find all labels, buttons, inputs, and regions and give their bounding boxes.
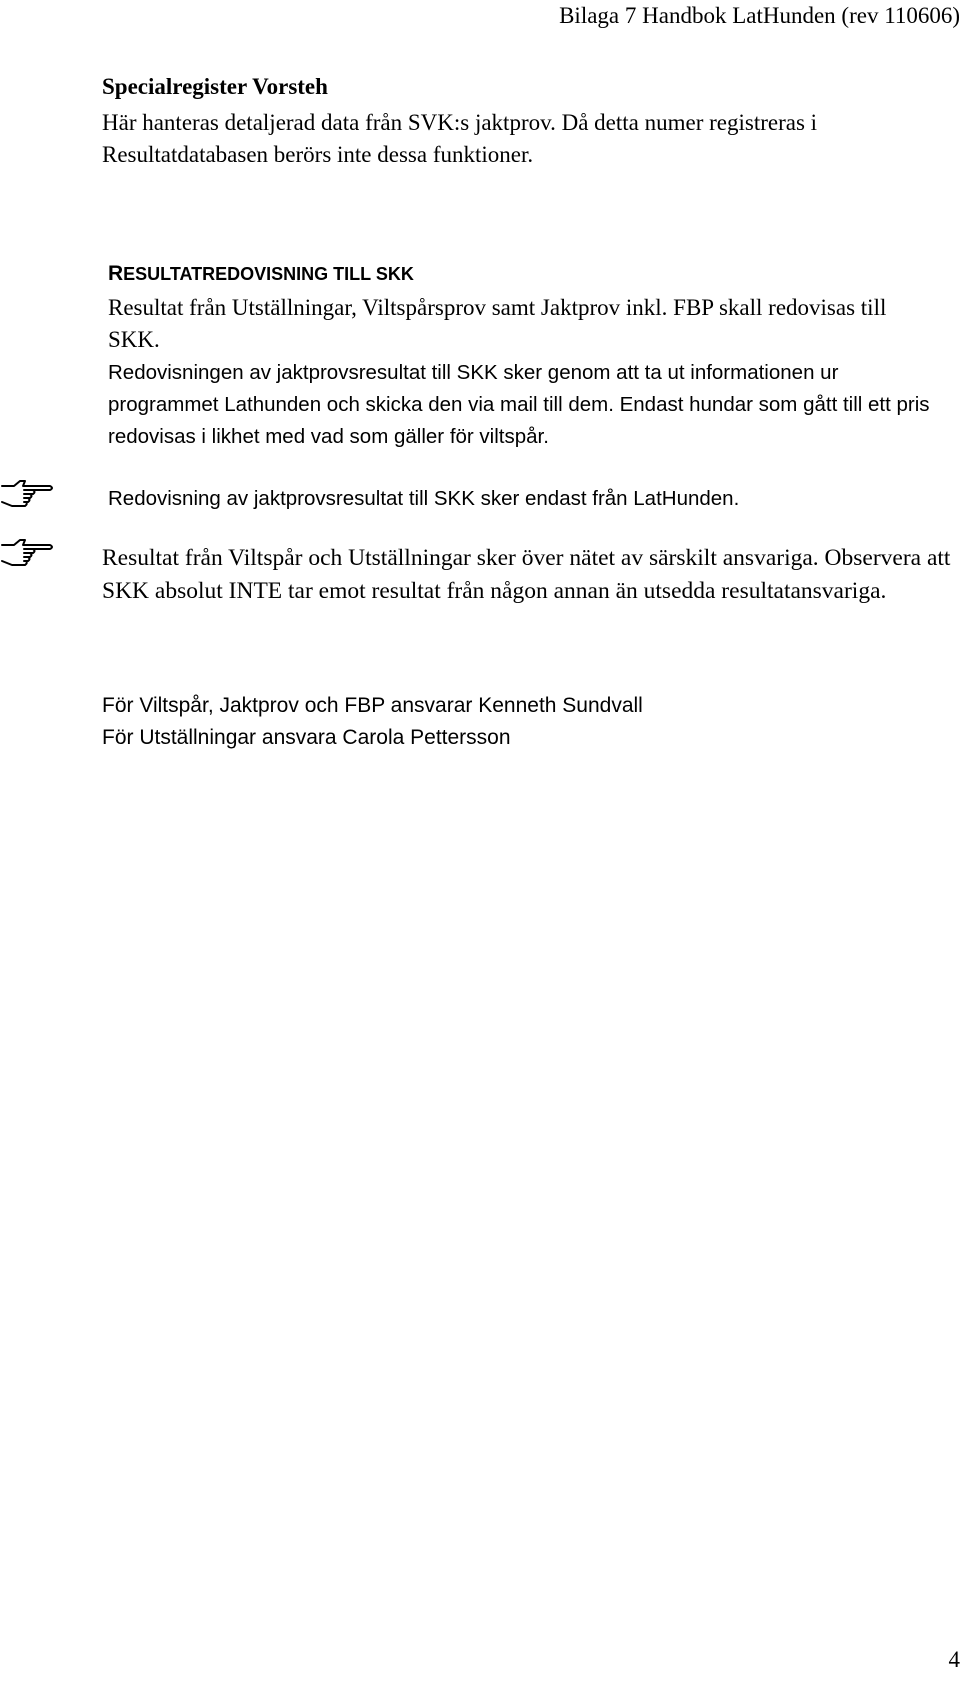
heading-initial: R bbox=[108, 262, 124, 285]
pointing-hand-icon bbox=[0, 477, 56, 511]
heading-rest: ESULTATREDOVISNING TILL SKK bbox=[123, 264, 414, 284]
resultatredovisning-paragraph-1: Resultat från Utställningar, Viltspårsprov samt Jaktprov inkl. FBP skall redovisas till SKK. bbox=[108, 295, 887, 352]
note-text: Resultat från Viltspår och Utställningar sker över nätet av särskilt ansvariga. Observera att SKK absolut INTE tar emot resultat från någon annan än utsedda resultatansvariga. bbox=[102, 545, 951, 604]
responsible-line: För Viltspår, Jaktprov och FBP ansvarar Kenneth Sundvall bbox=[102, 694, 643, 717]
note-text: Redovisning av jaktprovsresultat till SKK sker endast från LatHunden. bbox=[108, 487, 740, 510]
section-title-specialregister: Specialregister Vorsteh bbox=[102, 74, 328, 99]
page-number: 4 bbox=[948, 1647, 960, 1672]
resultatredovisning-paragraph-2: Redovisningen av jaktprovsresultat till SKK sker genom att ta ut informationen ur programmet Lathunden och skicka den via mail till dem. Endast hundar som gått till ett pris redovisas i likhet med vad som gäller för viltspår. bbox=[108, 361, 930, 448]
responsible-line: För Utställningar ansvara Carola Pettersson bbox=[102, 726, 511, 749]
running-header: Bilaga 7 Handbok LatHunden (rev 110606) bbox=[559, 3, 960, 28]
section-heading-resultatredovisning bbox=[108, 262, 414, 286]
specialregister-text: Här hanteras detaljerad data från SVK:s jaktprov. Då detta numer registreras i Resultatdatabasen berörs inte dessa funktioner. bbox=[102, 110, 818, 167]
pointing-hand-icon bbox=[0, 536, 56, 570]
